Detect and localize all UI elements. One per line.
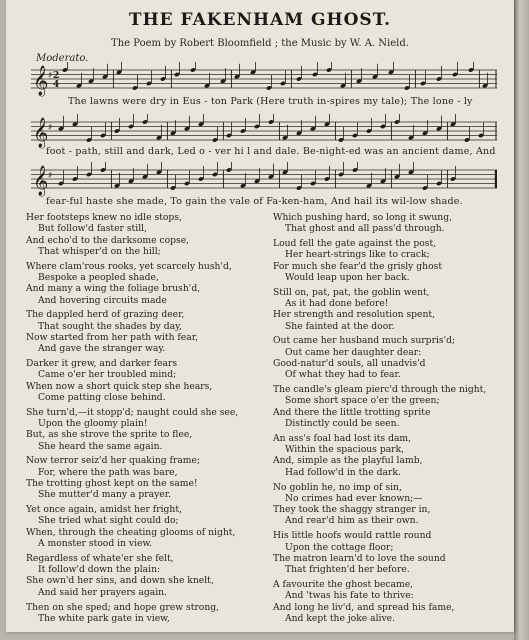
verse-line: Now terror seiz'd her quaking frame; — [26, 455, 201, 467]
verse-line: That whisper'd on the hill; — [38, 245, 161, 257]
verse-line: She tried what sight could do; — [38, 515, 179, 527]
verse-line: Yet once again, amidst her fright, — [26, 504, 182, 516]
verse-line: Her strength and resolution spent, — [273, 309, 436, 321]
verse-line: When, through the cheating glooms of night, — [26, 526, 236, 538]
stanza — [26, 261, 271, 306]
verse-line: No crimes had ever known;— — [285, 492, 423, 504]
verse-line: Would leap upon her back. — [285, 271, 410, 283]
verse-line: His little hoofs would rattle round — [273, 530, 432, 542]
stanza — [273, 482, 513, 527]
verse-line: The candle's gleam pierc'd through the night, — [273, 384, 487, 396]
verse-line: That ghost and all pass'd through. — [285, 223, 445, 235]
key-signature-icon: ♯ — [48, 171, 53, 181]
verse-line: Out came her daughter dear: — [285, 346, 422, 358]
treble-clef-icon: 𝄞 — [33, 118, 49, 148]
verse-line: But follow'd faster still, — [38, 223, 147, 235]
verse-line: For, where the path was bare, — [38, 466, 178, 478]
verse-line: Come patting close behind. — [38, 391, 166, 403]
stanza — [273, 212, 513, 235]
verse-line: No goblin he, no imp of sin, — [273, 481, 402, 493]
verse-line: Bespoke a peopled shade, — [38, 271, 159, 283]
stanza — [273, 579, 513, 624]
treble-clef-icon: 𝄞 — [33, 166, 49, 196]
verse-line: Some short space o'er the green; — [285, 395, 440, 407]
verse-line: Still on, pat, pat, the goblin went, — [273, 286, 430, 298]
stanza — [26, 407, 271, 452]
verse-line: Had follow'd in the dark. — [285, 466, 401, 478]
verse-line: The white park gate in view, — [38, 612, 170, 624]
verse-line: And there the little trotting sprite — [273, 406, 431, 418]
stanza — [26, 309, 271, 354]
verse-line: For much she fear'd the grisly ghost — [273, 260, 443, 272]
verse-line: They took the shaggy stranger in, — [273, 504, 431, 516]
verse-line: She mutter'd many a prayer. — [38, 489, 172, 501]
time-signature-icon: 2 — [53, 71, 60, 81]
stanza — [273, 384, 513, 429]
key-signature-icon: ♯ — [48, 123, 53, 133]
stanza — [273, 530, 513, 575]
verse-line: The trotting ghost kept on the same! — [26, 478, 198, 490]
lyric-line-3: fear-ful haste she made, To gain the vale of Fa-ken-ham, And hail its wil-low shade. — [46, 196, 463, 207]
stanza — [26, 602, 271, 625]
verse-line: It follow'd down the plain: — [38, 564, 161, 576]
verse-line: Loud fell the gate against the post, — [273, 238, 437, 250]
verse-line: A monster stood in view. — [38, 538, 153, 550]
verse-line: Distinctly could be seen. — [285, 418, 400, 430]
verse-line: And long he liv'd, and spread his fame, — [273, 601, 455, 613]
verse-line: And rear'd him as their own. — [285, 515, 419, 527]
verse-line: She fainted at the door. — [285, 320, 395, 332]
verse-line: Regardless of whate'er she felt, — [26, 552, 174, 564]
verse-line: Upon the cottage floor; — [285, 541, 394, 553]
verse-line: And kept the joke alive. — [285, 612, 396, 624]
verse-line: Of what they had to fear. — [285, 369, 401, 381]
verse-line: Came o'er her troubled mind; — [38, 369, 177, 381]
verse-line: The matron learn'd to love the sound — [273, 552, 446, 564]
verse-line: Darker it grew, and darker fears — [26, 358, 178, 370]
verse-line: But, as she strove the sprite to flee, — [26, 429, 193, 441]
verse-line: Upon the gloomy plain! — [38, 418, 148, 430]
verse-line: Within the spacious park, — [285, 444, 405, 456]
verse-line: When now a short quick step she hears, — [26, 380, 213, 392]
verse-line: Which pushing hard, so long it swung, — [273, 212, 452, 223]
verses-right-column — [273, 212, 513, 628]
verse-line: The dappled herd of grazing deer, — [26, 309, 185, 321]
stanza — [273, 433, 513, 478]
verse-line: As it had done before! — [285, 298, 389, 310]
verse-line: She own'd her sins, and down she knelt, — [26, 575, 214, 587]
verse-line: And 'twas his fate to thrive: — [285, 590, 414, 602]
verse-line: She turn'd,—it stopp'd; naught could she see, — [26, 406, 239, 418]
verse-line: Where clam'rous rooks, yet scarcely hush'd, — [26, 260, 232, 272]
tempo-marking: Moderato. — [36, 53, 89, 64]
verse-line: Her footsteps knew no idle stops, — [26, 212, 182, 223]
verse-line: Out came her husband much surpris'd; — [273, 335, 456, 347]
stanza — [26, 553, 271, 598]
verse-line: And echo'd to the darksome copse, — [26, 234, 190, 246]
verse-line: And hovering circuits made — [38, 294, 167, 306]
verse-line: An ass's foal had lost its dam, — [273, 432, 412, 444]
verse-line: Then on she sped; and hope grew strong, — [26, 601, 220, 613]
lyric-line-1: The lawns were dry in Eus - ton Park (Here truth in-spires my tale); The lone - ly — [68, 96, 473, 107]
verse-line: A favourite the ghost became, — [273, 578, 414, 590]
verse-line: And, simple as the playful lamb, — [273, 455, 423, 467]
verse-line: That frighten'd her before. — [285, 564, 410, 576]
time-signature-icon: 4 — [53, 80, 60, 90]
verse-line: Now started from her path with fear, — [26, 331, 199, 343]
verse-line: Good-natur'd souls, all unadvis'd — [273, 358, 426, 370]
stanza — [273, 335, 513, 380]
verse-line: Her heart-strings like to crack; — [285, 249, 430, 261]
song-credit: The Poem by Robert Bloomfield ; the Music by W. A. Nield. — [111, 38, 409, 49]
music-staff-1 — [31, 62, 497, 98]
music-staff-3 — [31, 162, 497, 198]
verse-line: And said her prayers again. — [38, 586, 167, 598]
key-signature-icon: ♯ — [48, 71, 53, 81]
stanza — [273, 287, 513, 332]
stanza — [26, 504, 271, 549]
verse-line: And gave the stranger way. — [38, 343, 166, 355]
song-sheet-page — [6, 0, 514, 632]
stanza — [26, 358, 271, 403]
page-edge-shadow — [514, 0, 529, 640]
lyric-line-2: foot - path, still and dark, Led o - ver hi l and dale. Be-night-ed was an ancient dame, And — [46, 146, 496, 157]
music-staff-2 — [31, 114, 497, 150]
verse-line: That sought the shades by day, — [38, 320, 182, 332]
stanza — [26, 455, 271, 500]
treble-clef-icon: 𝄞 — [33, 66, 49, 96]
verses-left-column — [26, 212, 271, 628]
stanza — [26, 212, 271, 257]
verse-line: She heard the same again. — [38, 440, 163, 452]
verse-line: And many a wing the foliage brush'd, — [26, 283, 201, 295]
stanza — [273, 238, 513, 283]
song-title: THE FAKENHAM GHOST. — [128, 10, 392, 30]
